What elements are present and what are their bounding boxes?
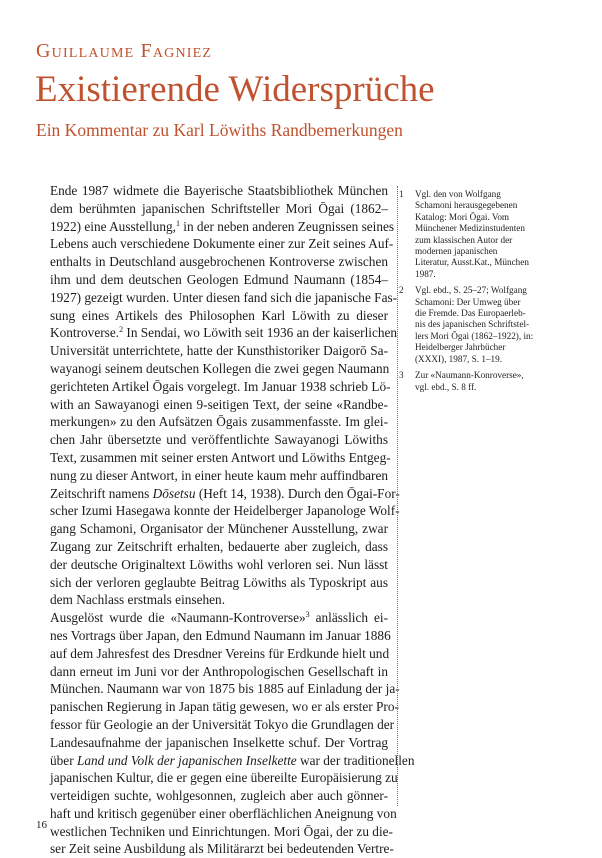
footnote-line: nis des japanischen Schriftstel-	[415, 319, 530, 330]
text-fragment: Kontroverse.	[50, 325, 120, 341]
footnote-mark-1[interactable]: 1	[175, 218, 180, 228]
article-title: Existierende Widersprüche	[35, 69, 435, 110]
text-fragment: Zeitschrift namens	[50, 485, 153, 501]
article-subtitle: Ein Kommentar zu Karl Löwiths Randbemerkungen	[36, 120, 403, 140]
text-line: der deutsche Originaltext Löwiths wohl verloren sei. Nun lässt	[50, 556, 388, 572]
text-line: 1927) gezeigt wurden. Unter diesen fand sich die japanische Fas-	[50, 289, 398, 305]
text-line	[36, 324, 398, 342]
text-line: verteidigen suchte, wohlgesonnen, zugleich aber auch gönner-	[50, 788, 388, 804]
text-line: München. Naumann war von 1875 bis 1885 auf Einladung der ja-	[50, 681, 400, 697]
text-fragment: anlässlich ei-	[309, 610, 389, 626]
footnote-line: lers Mori Ōgai (1862–1922), in:	[415, 330, 534, 341]
text-line: nung zu dieser Antwort, in einer heute kaum mehr auffindbaren	[50, 467, 388, 483]
text-line: ser Zeit seine Ausbildung als Militärarzt bei bedeutenden Vertre-	[50, 841, 394, 857]
text-line: Lebens auch verschiedene Dokumente einer zur Zeit seines Auf-	[50, 236, 394, 252]
footnote-line: 1987.	[415, 268, 436, 279]
footnote-line: Münchener Medizinstudenten	[415, 223, 525, 234]
text-line: ihm und dem deutschen Geologen Edmund Naumann (1854–	[50, 271, 388, 287]
journal-title: Dōsetsu	[152, 485, 196, 501]
text-fragment: über	[50, 752, 77, 768]
text-line: wayanogi seinem deutschen Kollegen die zwei gegen Naumann	[50, 360, 390, 376]
text-fragment: In Sendai, wo Löwith seit 1936 an der kaiserlichen	[123, 325, 398, 341]
text-line: nes Vortrags über Japan, den Edmund Naumann im Januar 1886	[50, 627, 391, 643]
text-line: fessor für Geologie an der Universität Tokyo die Grundlagen der	[50, 716, 395, 732]
text-fragment: in der neben anderen Zeugnissen seines	[179, 218, 395, 234]
footnote-3	[399, 370, 585, 393]
text-line: panischen Regierung in Japan tätig gewesen, wo er als erster Pro-	[50, 699, 399, 715]
footnote-line: Schamoni herausgegebenen	[415, 200, 518, 211]
footnote-line: vgl. ebd., S. 8 ff.	[415, 381, 477, 392]
text-line: dem Nachlass erstmals einsehen.	[50, 592, 226, 608]
footnote-line: Heidelberger Jahrbücher	[415, 342, 506, 353]
footnote-2	[399, 285, 585, 365]
footnotes-column	[399, 189, 585, 398]
text-line: japanischen Kultur, die er gegen eine übereilte Europäisierung zu	[50, 770, 398, 786]
footnote-line: Vgl. ebd., S. 25–27; Wolfgang	[415, 285, 527, 296]
text-fragment: (Heft 14, 1938). Durch den Ōgai-For-	[195, 485, 400, 501]
text-fragment: war der traditionellen	[296, 752, 415, 768]
text-line: westlichen Techniken und Einrichtungen. Mori Ōgai, der zu die-	[50, 823, 393, 839]
footnote-mark-3[interactable]: 3	[305, 610, 310, 620]
footnote-line: Schamoni: Der Umweg über	[415, 296, 521, 307]
footnote-line: Zur «Naumann-Konroverse»,	[415, 370, 524, 381]
text-line: Text, zusammen mit seiner ersten Antwort und Löwiths Entgeg-	[50, 449, 391, 465]
paragraph-1	[36, 182, 400, 609]
footnote-line: Katalog: Mori Ōgai. Vom	[415, 211, 510, 222]
text-line: auf dem Jahresfest des Dresdner Vereins für Erdkunde hielt und	[50, 645, 390, 661]
text-line	[36, 485, 400, 503]
footnote-text	[415, 189, 585, 280]
footnote-number: 2	[399, 285, 404, 296]
text-line	[36, 609, 388, 627]
page-number: 16	[36, 819, 47, 831]
text-fragment: 1922) eine Ausstellung,	[50, 218, 176, 234]
text-line	[36, 752, 415, 770]
text-line: gang Schamoni, Organisator der Münchener Ausstellung, zwar	[50, 521, 388, 537]
text-line: dem berühmten japanischen Schriftsteller Mori Ōgai (1862–	[50, 200, 388, 216]
footnote-line: zum klassischen Autor der	[415, 234, 513, 245]
paragraph-2	[36, 609, 415, 858]
footnote-line: (XXXI), 1987, S. 1–19.	[415, 353, 503, 364]
text-line: with an Sawayanogi einen 9-seitigen Text, der seine «Randbe-	[50, 396, 388, 412]
footnote-line: Literatur, Ausst.Kat., München	[415, 257, 529, 268]
text-line: dann erneut im Juni vor der Anthropologischen Gesellschaft in	[50, 663, 388, 679]
footnote-1	[399, 189, 585, 280]
body-text	[36, 182, 415, 858]
text-line	[36, 218, 395, 236]
footnote-number: 3	[399, 370, 404, 381]
text-line: scher Izumi Hasegawa konnte der Heidelberger Japanologe Wolf-	[50, 503, 400, 519]
text-line: Zugang zur Zeitschrift erhalten, bedauerte aber zugleich, dass	[50, 538, 388, 554]
text-line: Ende 1987 widmete die Bayerische Staatsbibliothek München	[50, 183, 388, 198]
footnote-line: die Fremde. Das Europaerleb-	[415, 308, 526, 319]
footnote-line: modernen japanischen	[415, 246, 498, 257]
footnote-mark-2[interactable]: 2	[119, 325, 124, 335]
lecture-title: Land und Volk der japanischen Inselkette	[76, 752, 297, 768]
text-line: sich der verloren geglaubte Beitrag Löwiths als Typoskript aus	[50, 574, 388, 590]
author-name: Guillaume Fagniez	[36, 40, 213, 62]
text-line: enthalts in Deutschland ausgebrochenen Kontroverse zwischen	[50, 254, 388, 270]
margin-divider	[397, 186, 398, 806]
text-line: chen Jahr übersetzte und veröffentlichte Sawayanogi Löwiths	[50, 432, 388, 448]
text-line: sung eines Artikels des Philosophen Karl Löwith zu dieser	[50, 307, 388, 323]
footnote-number: 1	[399, 189, 404, 199]
text-fragment: Ausgelöst wurde die «Naumann-Kontroverse»	[50, 610, 306, 626]
footnote-text	[415, 285, 585, 365]
text-line: Landesaufnahme der japanischen Inselkette schuf. Der Vortrag	[50, 734, 388, 750]
text-line: haft und kritisch gegenüber einer oberflächlichen Aneignung von	[50, 805, 397, 821]
text-line: gerichteten Artikel Ōgais vorgelegt. Im Januar 1938 schrieb Lö-	[50, 378, 391, 394]
text-line: Universität unterrichtete, hatte der Kunsthistoriker Daigorō Sa-	[50, 343, 388, 359]
footnote-text	[415, 370, 585, 393]
text-line: merkungen» zu den Aufsätzen Ōgais zusammenfasste. Im glei-	[50, 414, 388, 430]
footnote-line: Vgl. den von Wolfgang	[415, 189, 501, 199]
